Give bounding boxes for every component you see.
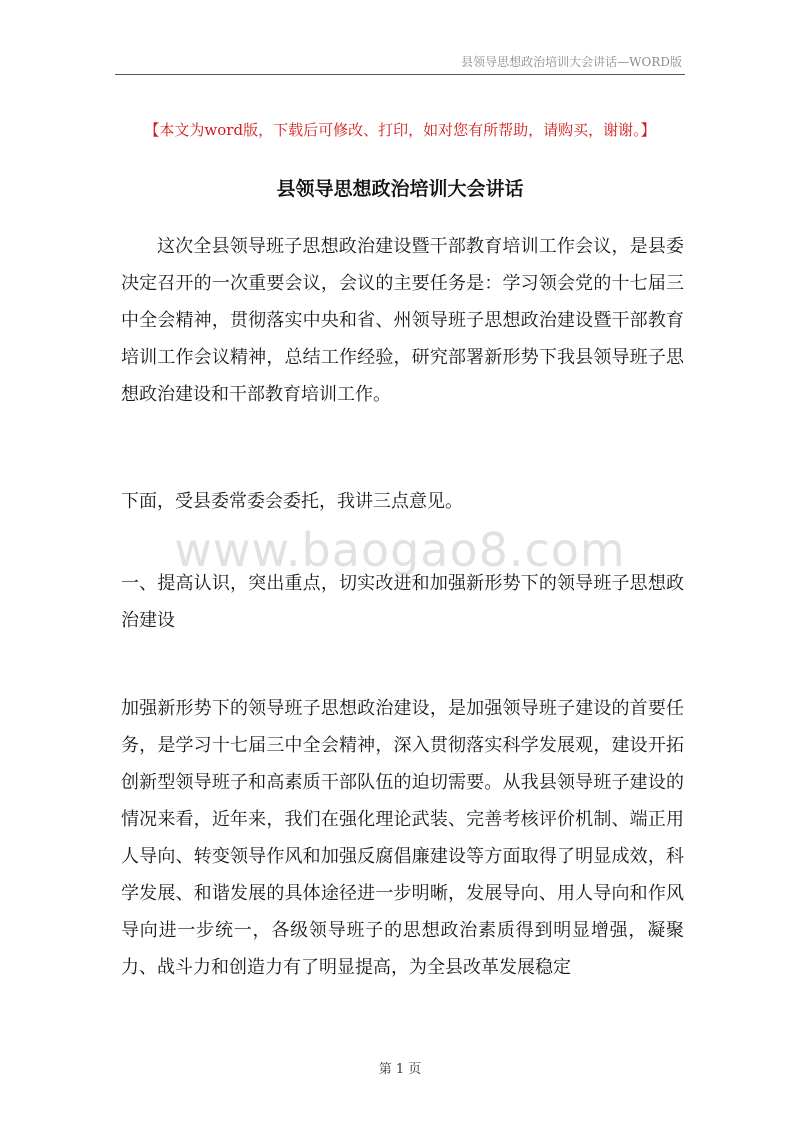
document-title: 县领导思想政治培训大会讲话 [276, 178, 524, 200]
section-heading-one: 一、提高认识，突出重点，切实改进和加强新形势下的领导班子思想政治建设 [121, 573, 684, 631]
watermark: www.baogao8.com [174, 523, 626, 577]
page-number: 第 1 页 [378, 1062, 422, 1077]
paragraph-intro: 这次全县领导班子思想政治建设暨干部教育培训工作会议，是县委决定召开的一次重要会议，会议的主要任务是：学习领会党的十七届三中全会精神，贯彻落实中央和省、州领导班子思想政治建设暨干部教育培训工作会议精神，总结工作经验，研究部署新形势下我县领导班子思想政治建设和干部教育培训工作。 [121, 236, 684, 405]
paragraph-transition: 下面，受县委常委会委托，我讲三点意见。 [121, 491, 463, 512]
purchase-notice: 【本文为word版，下载后可修改、打印，如对您有所帮助，请购买，谢谢。】 [144, 121, 656, 139]
paragraph-body: 加强新形势下的领导班子思想政治建设，是加强领导班子建设的首要任务，是学习十七届三中全会精神，深入贯彻落实科学发展观，建设开拓创新型领导班子和高素质干部队伍的迫切需要。从我县领导班子建设的情况来看，近年来，我们在强化理论武装、完善考核评价机制、端正用人导向、转变领导作风和加强反腐倡廉建设等方面取得了明显成效，科学发展、和谐发展的具体途径进一步明晰，发展导向、用人导向和作风导向进一步统一，各级领导班子的思想政治素质得到明显增强，凝聚力、战斗力和创造力有了明显提高，为全县改革发展稳定 [121, 698, 684, 978]
header-divider [115, 74, 685, 75]
running-header: 县领导思想政治培训大会讲话—WORD版 [461, 55, 682, 69]
